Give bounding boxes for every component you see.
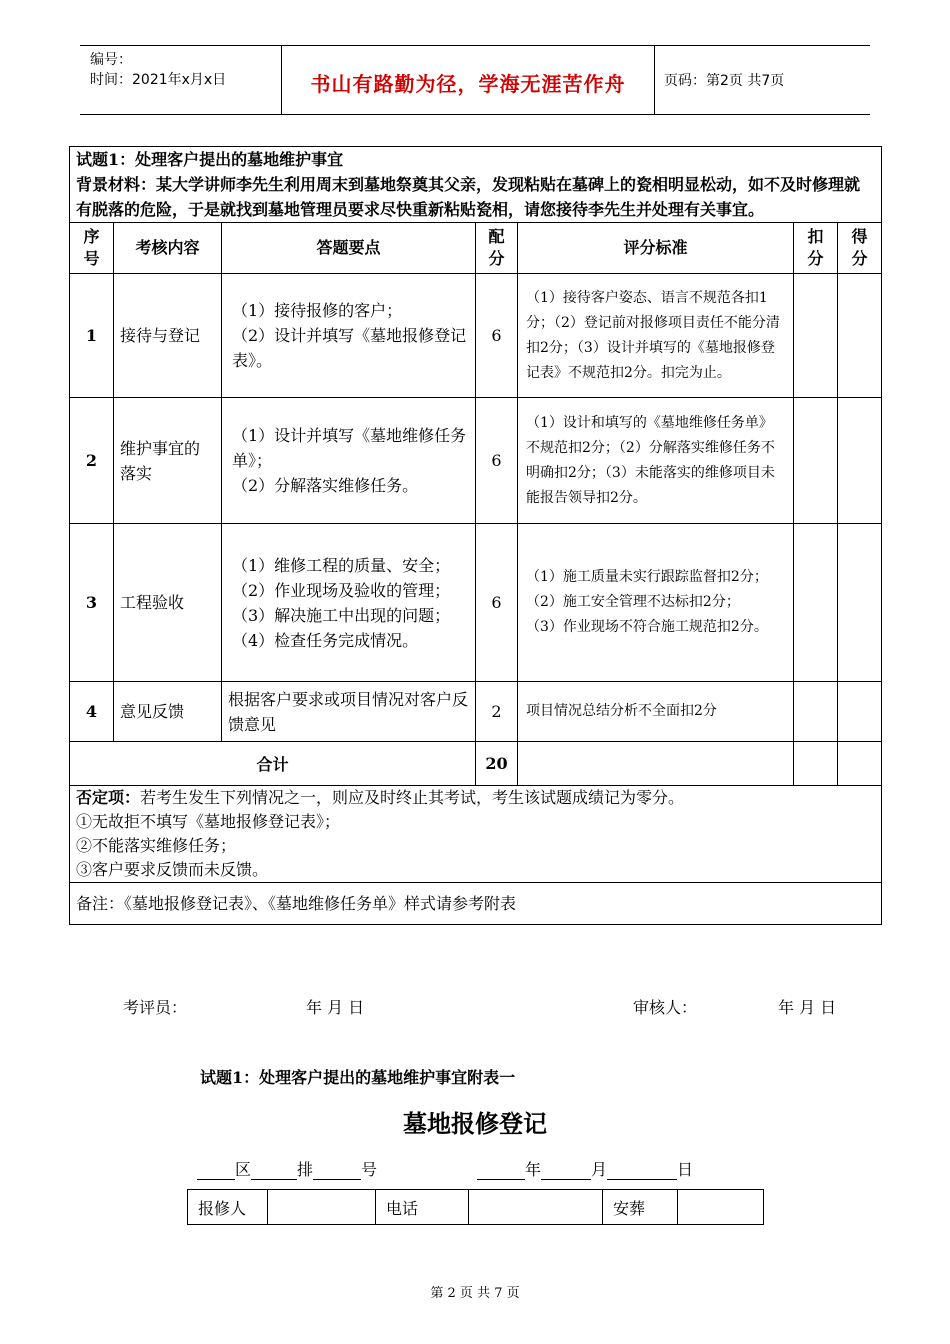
page-header <box>80 45 870 115</box>
question-title: 试题1：处理客户提出的墓地维护事宜 <box>76 150 344 169</box>
veto-item: ③客户要求反馈而未反馈。 <box>76 860 269 879</box>
row-get <box>838 398 882 524</box>
row-score: 2 <box>476 682 518 742</box>
table-row <box>70 274 882 398</box>
blank-field[interactable] <box>607 1161 677 1180</box>
point-item: 根据客户要求或项目情况对客户反馈意见 <box>228 689 469 734</box>
total-label: 合计 <box>70 742 476 786</box>
veto-label: 否定项： <box>76 788 141 807</box>
row-criteria <box>518 524 794 682</box>
row-criteria <box>518 274 794 398</box>
blank-field[interactable] <box>477 1161 525 1180</box>
row-no: 3 <box>70 524 114 682</box>
location-line <box>197 1157 377 1180</box>
header-points: 答题要点 <box>222 223 476 274</box>
phone-label: 电话 <box>376 1190 469 1225</box>
table-row <box>70 524 882 682</box>
question-row <box>70 147 882 223</box>
blank-field[interactable] <box>251 1161 297 1180</box>
criteria-item: （3）作业现场不符合施工规范扣2分。 <box>526 619 768 635</box>
time-label: 时间：2021年x月x日 <box>90 72 227 88</box>
page-footer: 第 2 页 共 7 页 <box>430 1286 520 1301</box>
qu-label: 区 <box>235 1160 252 1179</box>
hao-label: 号 <box>361 1160 378 1179</box>
veto-item: ②不能落实维修任务； <box>76 836 237 855</box>
point-item: （1）接待报修的客户； <box>232 301 403 320</box>
total-deduct <box>794 742 838 786</box>
row-no: 4 <box>70 682 114 742</box>
point-item: （2）分解落实维修任务。 <box>232 476 419 495</box>
row-content: 维护事宜的落实 <box>114 398 222 524</box>
row-content: 工程验收 <box>114 524 222 682</box>
question-cell <box>70 147 882 223</box>
criteria-item: （2）施工安全管理不达标扣2分； <box>526 594 740 610</box>
registration-row <box>188 1190 764 1225</box>
table-row <box>70 682 882 742</box>
ri-label: 日 <box>677 1160 694 1179</box>
header-page-info: 页码：第2页 共7页 <box>664 73 785 89</box>
nian-label: 年 <box>525 1160 542 1179</box>
header-motto: 书山有路勤为径，学海无涯苦作舟 <box>310 72 626 96</box>
table-row <box>70 398 882 524</box>
point-item: （3）解决施工中出现的问题； <box>232 605 451 625</box>
yue-label: 月 <box>591 1160 608 1179</box>
row-criteria <box>518 398 794 524</box>
phone-field[interactable] <box>469 1190 603 1225</box>
blank-field[interactable] <box>541 1161 591 1180</box>
criteria-item: （1）设计和填写的《墓地维修任务单》不规范扣2分；（2）分解落实维修任务不明确扣2分；（3）未能落实的维修项目未能报告领导扣2分。 <box>526 414 775 506</box>
row-criteria <box>518 682 794 742</box>
veto-item: ①无故拒不填写《墓地报修登记表》； <box>76 812 341 831</box>
row-get <box>838 524 882 682</box>
header-score: 配分 <box>476 223 518 274</box>
remark-row <box>70 883 882 925</box>
examiner-label: 考评员： <box>123 998 188 1017</box>
registration-table <box>187 1189 764 1225</box>
row-points <box>222 524 476 682</box>
total-criteria <box>518 742 794 786</box>
appendix-title: 试题1：处理客户提出的墓地维护事宜附表一 <box>200 1068 516 1087</box>
row-score: 6 <box>476 274 518 398</box>
reviewer-label: 审核人： <box>633 998 698 1017</box>
total-row <box>70 742 882 786</box>
criteria-item: （1）施工质量未实行跟踪监督扣2分； <box>526 569 768 585</box>
pai-label: 排 <box>297 1160 314 1179</box>
background-text: 某大学讲师李先生利用周末到墓地祭奠其父亲，发现粘贴在墓碑上的瓷相明显松动，如不及时修理就有脱落的危险，于是就找到墓地管理员要求尽快重新粘贴瓷相，请您接待李先生并处理有关事宜。 <box>76 175 861 219</box>
row-points <box>222 682 476 742</box>
total-get <box>838 742 882 786</box>
veto-row <box>70 786 882 883</box>
burial-label: 安葬 <box>603 1190 678 1225</box>
table-header-row <box>70 223 882 274</box>
reporter-label: 报修人 <box>188 1190 268 1225</box>
row-score: 6 <box>476 398 518 524</box>
row-score: 6 <box>476 524 518 682</box>
row-deduct <box>794 398 838 524</box>
veto-text: 若考生发生下列情况之一，则应及时终止其考试，考生该试题成绩记为零分。 <box>140 788 685 807</box>
examiner-date: 年 月 日 <box>306 998 365 1017</box>
point-item: （1）维修工程的质量、安全； <box>232 555 451 575</box>
header-content: 考核内容 <box>114 223 222 274</box>
veto-intro <box>76 786 875 810</box>
point-item: （1）设计并填写《墓地维修任务单》； <box>232 426 467 470</box>
row-no: 2 <box>70 398 114 524</box>
remark-cell: 备注：《墓地报修登记表》、《墓地维修任务单》样式请参考附表 <box>70 883 882 925</box>
reviewer-date: 年 月 日 <box>778 998 837 1017</box>
point-item: （2）作业现场及验收的管理； <box>232 580 451 600</box>
background-label: 背景材料： <box>76 175 157 194</box>
row-get <box>838 682 882 742</box>
row-deduct <box>794 524 838 682</box>
point-item: （4）检查任务完成情况。 <box>232 630 419 650</box>
row-content: 接待与登记 <box>114 274 222 398</box>
date-line <box>477 1157 693 1180</box>
veto-cell <box>70 786 882 883</box>
header-divider <box>654 46 655 114</box>
header-no: 序号 <box>70 223 114 274</box>
header-deduct: 扣分 <box>794 223 838 274</box>
reporter-field[interactable] <box>268 1190 376 1225</box>
burial-field[interactable] <box>678 1190 764 1225</box>
row-deduct <box>794 274 838 398</box>
row-deduct <box>794 682 838 742</box>
background-material <box>76 172 875 222</box>
header-meta <box>90 50 226 90</box>
criteria-item: 项目情况总结分析不全面扣2分 <box>526 703 717 719</box>
row-points <box>222 398 476 524</box>
row-no: 1 <box>70 274 114 398</box>
blank-field[interactable] <box>197 1161 235 1180</box>
row-points <box>222 274 476 398</box>
row-get <box>838 274 882 398</box>
header-get: 得分 <box>838 223 882 274</box>
point-item: （2）设计并填写《墓地报修登记表》。 <box>232 326 467 370</box>
exam-table <box>69 146 882 925</box>
blank-field[interactable] <box>313 1161 361 1180</box>
row-content: 意见反馈 <box>114 682 222 742</box>
criteria-item: （1）接待客户姿态、语言不规范各扣1分；（2）登记前对报修项目责任不能分清扣2分；（3）设计并填写的《墓地报修登记表》不规范扣2分。扣完为止。 <box>526 289 780 381</box>
total-score: 20 <box>476 742 518 786</box>
number-label: 编号： <box>90 52 132 68</box>
form-title: 墓地报修登记 <box>403 1109 547 1138</box>
header-criteria: 评分标准 <box>518 223 794 274</box>
